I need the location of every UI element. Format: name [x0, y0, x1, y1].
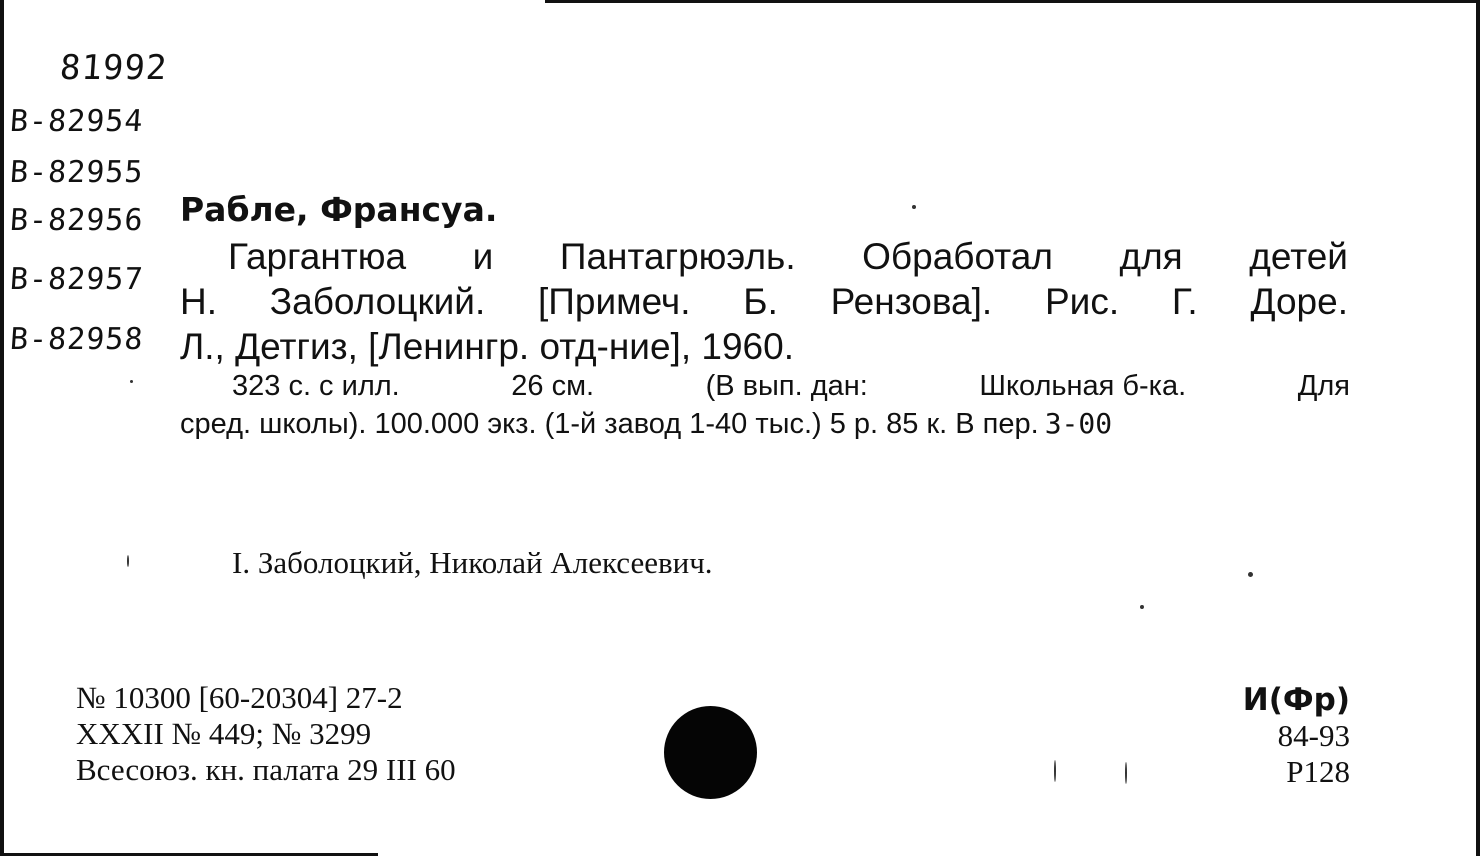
title-word: Обработал [862, 236, 1053, 277]
title-word: [Примеч. [538, 281, 691, 322]
title-word: и [472, 236, 494, 277]
description-line-2 [180, 407, 1112, 441]
scan-speck [912, 205, 916, 209]
description-part: Школьная б-ка. [979, 370, 1187, 402]
footer-line: Всесоюз. кн. палата 29 III 60 [76, 752, 456, 787]
title-word: Гаргантюа [228, 236, 407, 277]
description-part: 26 см. [511, 370, 595, 402]
punch-hole [664, 706, 757, 799]
title-word: Заболоцкий. [269, 281, 486, 322]
title-word: для [1119, 236, 1183, 277]
classification-block [1243, 682, 1350, 790]
footer-record [76, 680, 456, 788]
title-word: Рензова]. [830, 281, 993, 322]
card-edge-left [0, 0, 4, 856]
title-line-2 [180, 281, 1348, 323]
description-text: сред. школы). 100.000 экз. (1-й завод 1-40 тыс.) 5 р. 85 к. В пер. [180, 408, 1039, 440]
handwritten-copy: В-82958 [8, 322, 145, 357]
title-word: Н. [180, 281, 217, 322]
footer-line: XXXII № 449; № 3299 [76, 716, 372, 751]
handwritten-copy: В-82955 [8, 155, 145, 190]
title-word: Пантагрюэль. [559, 236, 796, 277]
description-part: 323 с. с илл. [232, 370, 400, 402]
title-word: детей [1249, 236, 1348, 277]
handwritten-copy: В-82954 [8, 104, 145, 139]
scan-speck [127, 555, 129, 567]
classification-index: 84-93 [1277, 718, 1350, 753]
author-heading: Рабле, Франсуа. [180, 190, 498, 229]
title-word: Доре. [1250, 281, 1348, 322]
scan-speck [1140, 605, 1144, 609]
title-line-1 [228, 236, 1348, 278]
scan-speck [1125, 762, 1127, 784]
handwritten-copy: В-82956 [8, 203, 145, 238]
footer-line: № 10300 [60-20304] 27-2 [76, 680, 403, 715]
card-edge-right [1476, 0, 1480, 856]
title-word: Б. [743, 281, 778, 322]
scan-speck [130, 380, 133, 383]
handwritten-number: 81992 [58, 48, 169, 88]
description-line-1 [232, 370, 1350, 403]
description-part: Для [1297, 370, 1350, 402]
handwritten-copy: В-82957 [8, 262, 145, 297]
handwritten-price: 3-00 [1044, 407, 1113, 440]
scan-speck [1054, 760, 1056, 782]
description-part: (В вып. дан: [705, 370, 868, 402]
title-word: Рис. [1044, 281, 1120, 322]
title-word: Г. [1171, 281, 1198, 322]
added-entry-tracing: I. Заболоцкий, Николай Алексеевич. [232, 545, 713, 580]
card-edge-top [545, 0, 1480, 3]
imprint-line: Л., Детгиз, [Ленингр. отд-ние], 1960. [180, 326, 794, 367]
cutter-number: Р128 [1286, 754, 1350, 789]
scan-speck [1248, 572, 1253, 577]
classification-code: И(Фр) [1242, 682, 1350, 718]
